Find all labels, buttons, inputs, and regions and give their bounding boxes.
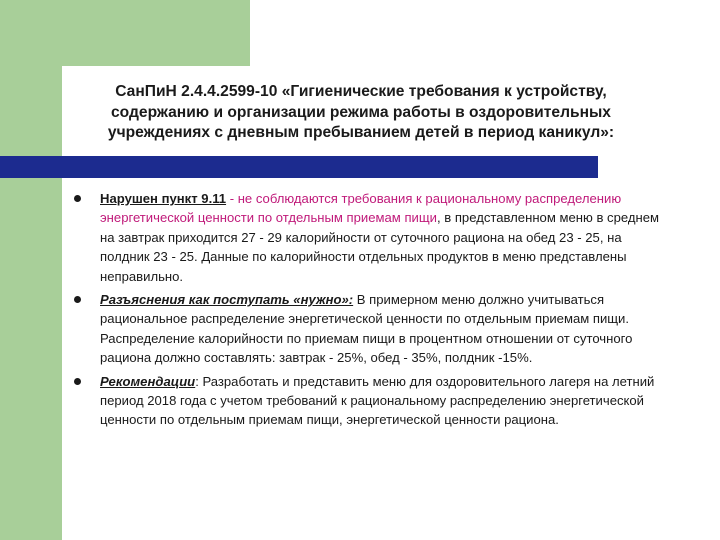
title-underline-bar xyxy=(0,156,598,178)
violation-dash: - xyxy=(226,191,238,206)
recommendation-text: Разработать и представить меню для оздоровительного лагеря на летний период 2018 года с учетом требований к рациональному распределению энергетической ценности по отдельным приемам пищи, энергетической ценности рациона. xyxy=(100,373,655,428)
bullet-icon xyxy=(74,296,81,303)
slide-title: СанПиН 2.4.4.2599-10 «Гигиенические требования к устройству, содержанию и организации режима работы в оздоровительных учреждениях с дневным пребыванием детей в период каникул»: xyxy=(107,83,615,141)
bullet-icon xyxy=(74,378,81,385)
recommendation-colon: : xyxy=(195,373,199,389)
explanation-heading: Разъяснения как поступать «нужно»: xyxy=(100,292,354,308)
bullet-list xyxy=(72,189,662,434)
bullet-icon xyxy=(74,195,81,202)
recommendation-heading: Рекомендации xyxy=(100,373,196,389)
violation-heading: Нарушен пункт 9.11 xyxy=(100,191,227,206)
violation-text: , в представленном меню в среднем на завтрак приходится 27 - 29 калорийности от суточного рациона на обед 23 - 25, на полдник 23 - 25. Данные по калорийности отдельных продуктов в меню представлены неправильно. xyxy=(100,210,660,284)
list-item-violation xyxy=(72,189,662,286)
list-item-explanation xyxy=(72,290,662,368)
violation-highlight: не соблюдаются требования к рациональному распределению энергетической ценности по отдельным приемам пищи xyxy=(100,191,622,226)
decor-green-left xyxy=(0,0,62,540)
explanation-text: В примерном меню должно учитываться рациональное распределение энергетической ценности по отдельным приемам пищи. Распределение калорийности по приемам пищи в процентном отношении от суточного рациона должно составлять: завтрак - 25%, обед - 35%, полдник -15%. xyxy=(100,292,633,366)
list-item-recommendation xyxy=(72,372,662,430)
